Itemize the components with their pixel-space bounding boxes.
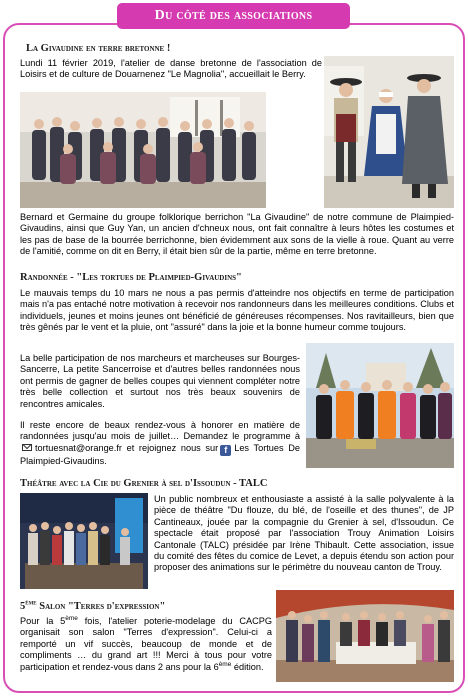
randonnee-p1: Le mauvais temps du 10 mars ne nous a pas permis d'atteindre nos objectifs en terme de participation mais n'a pas entaché notre motivation à recevoir nos randonneurs dans les meilleures conditions. Clubs et individuels, jeunes et moins jeunes ont bénéficié de généreuses récompenses. Nos ravitailleurs, bien que très gênés par le vent et la pluie, ont "assuré" dans la joie et la bonne humeur comme toujours.: [20, 288, 454, 333]
photo-dance-group: [20, 92, 266, 208]
facebook-page-link[interactable]: Les Tortues De Plaimpied-Givaudins.: [20, 442, 301, 466]
mail-icon: [22, 444, 32, 451]
salon-title-rest: Salon "Terres d'expression": [36, 601, 166, 612]
section-title-givaudine: La Givaudine en terre bretonne !: [26, 43, 171, 54]
randonnee-p3-text: Il reste encore de beaux rendez-vous à honorer en matière de randonnées jusqu'au mois de juillet… Demandez le programme à: [20, 420, 300, 442]
salon-body-c: édition.: [231, 661, 264, 672]
section-title-salon: [20, 601, 165, 612]
section-title-theatre: Théâtre avec la Cie du Grenier à sel d'Issoudun - TALC: [20, 478, 268, 489]
section-title-randonnee: Randonnée - "Les tortues de Plaimpied-Givaudins": [20, 272, 242, 283]
photo-hikers-group: [306, 343, 454, 468]
salon-body: [20, 616, 272, 673]
photo-pottery-salon: [276, 590, 454, 682]
salon-title-number: 5: [20, 601, 26, 612]
randonnee-p3: [20, 420, 300, 467]
salon-body-b: fois, l'atelier poterie-modelage du CACPG organisait son salon "Terres d'expression". Celui-ci a remporté un vif succès, beaucoup de monde et de compliments … du grand art !!! Merci à tous pour votre participation et rendez-vous dans 2 ans pour la 6: [20, 616, 273, 672]
givaudine-body: Bernard et Germaine du groupe folklorique berrichon "La Givaudine" de notre commune de Plaimpied-Givaudins, ainsi que Guy Yan, un ancien d'chneux nous, ont fait connaître à leurs hôtes les costumes et les pas de base de la bourrée berrichonne, bien évidemment aux sons de la vielle à roue. Quant au verre de l'amitié, comme on dit en Berry, il était bien sûr de la partie, même en terre bretonne.: [20, 212, 454, 257]
salon-title-sup: ème: [25, 599, 37, 607]
theatre-body: Un public nombreux et enthousiaste a assisté à la salle polyvalente à la pièce de théâtre "Du flouze, du blé, de l'oseille et des thunes", de JP Cantineaux, jouée par la compagnie du Grenier à sel, d'Issoudun. Ce spectacle était proposé par l'association Trouy Animation Loisirs Cantonale (TALC) présidée par Irène Thibault. Cette association, issue du comité des fêtes du comice de Levet, a depuis étendu son action pour proposer des animations sur le périmètre du nouveau canton de Trouy.: [154, 494, 454, 573]
photo-theatre-troupe: [20, 493, 148, 589]
givaudine-intro: Lundi 11 février 2019, l'atelier de danse bretonne de l'association de Loisirs et de culture de Douarnenez "Le Magnolia", accueillait le Berry.: [20, 58, 322, 80]
page-title: Du côté des associations: [117, 3, 350, 29]
salon-body-a: Pour la 5: [20, 616, 66, 626]
randonnee-p2: La belle participation de nos marcheurs et marcheuses sur Bourges-Sancerre, La petite Sancerroise et d'autres belles randonnées nous ont permis de gagner de belles coupes qui viennent compléter notre très belle collection et surtout nos très beaux souvenirs de rencontres amicales.: [20, 353, 300, 409]
salon-body-sup2: ème: [218, 660, 232, 668]
facebook-icon: f: [220, 445, 231, 456]
email-link[interactable]: tortuesnat@orange.fr: [35, 442, 122, 453]
salon-body-sup1: ème: [65, 614, 78, 622]
photo-costumed-couple: [324, 56, 454, 208]
randonnee-p3-join: et rejoignez nous sur: [126, 442, 219, 453]
